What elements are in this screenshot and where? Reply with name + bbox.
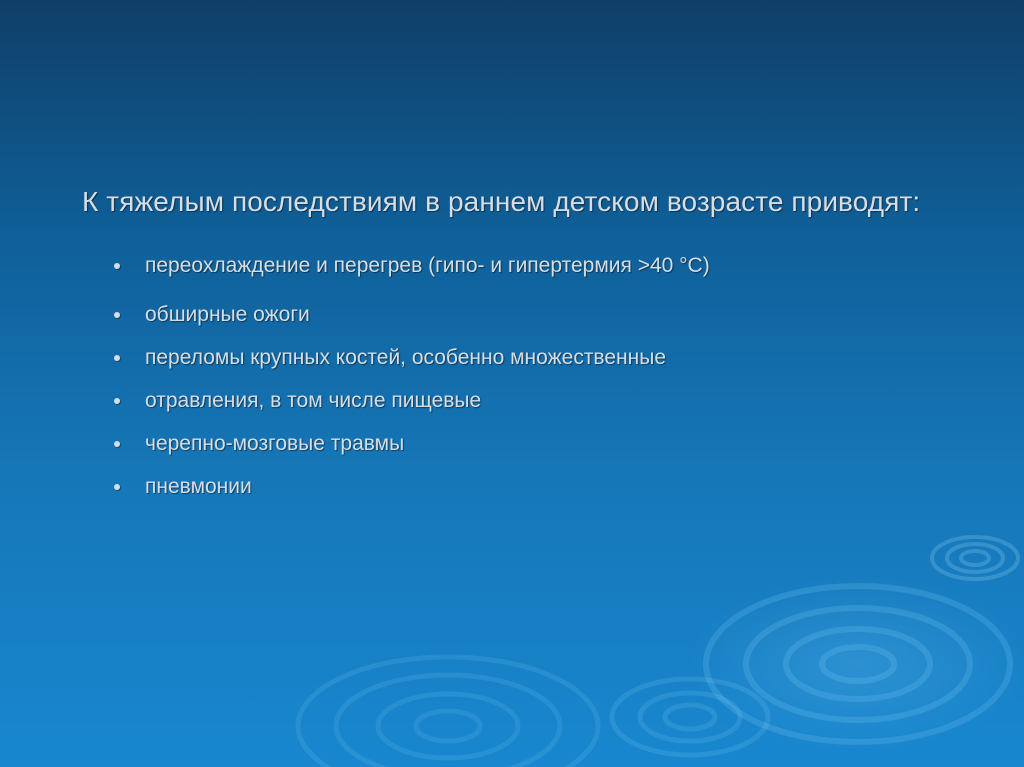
slide-title: К тяжелым последствиям в раннем детском возрасте приводят: [82, 186, 921, 217]
bullet-item-head-injuries [112, 428, 972, 460]
bullet-text: переломы крупных костей, особенно множественные [145, 346, 667, 369]
bullet-dot-icon [114, 263, 120, 269]
bullet-item-extensive-burns [112, 299, 972, 331]
bullet-item-poisoning [112, 385, 972, 417]
bullet-item-pneumonia [112, 471, 972, 503]
bullet-item-major-bone-fractures [112, 342, 972, 374]
bullet-text: обширные ожоги [145, 303, 310, 326]
bullet-list [112, 250, 972, 503]
bullet-dot-icon [114, 355, 120, 361]
bullet-text: черепно-мозговые травмы [145, 432, 405, 455]
bullet-item-hypothermia-hyperthermia [112, 250, 972, 282]
bullet-dot-icon [114, 398, 120, 404]
bullet-text: отравления, в том числе пищевые [145, 389, 482, 412]
bullet-text: переохлаждение и перегрев (гипо- и гипертермия >40 °С) [145, 254, 710, 277]
bullet-dot-icon [114, 441, 120, 447]
bullet-dot-icon [114, 484, 120, 490]
bullet-text: пневмонии [145, 475, 252, 498]
bullet-dot-icon [114, 312, 120, 318]
